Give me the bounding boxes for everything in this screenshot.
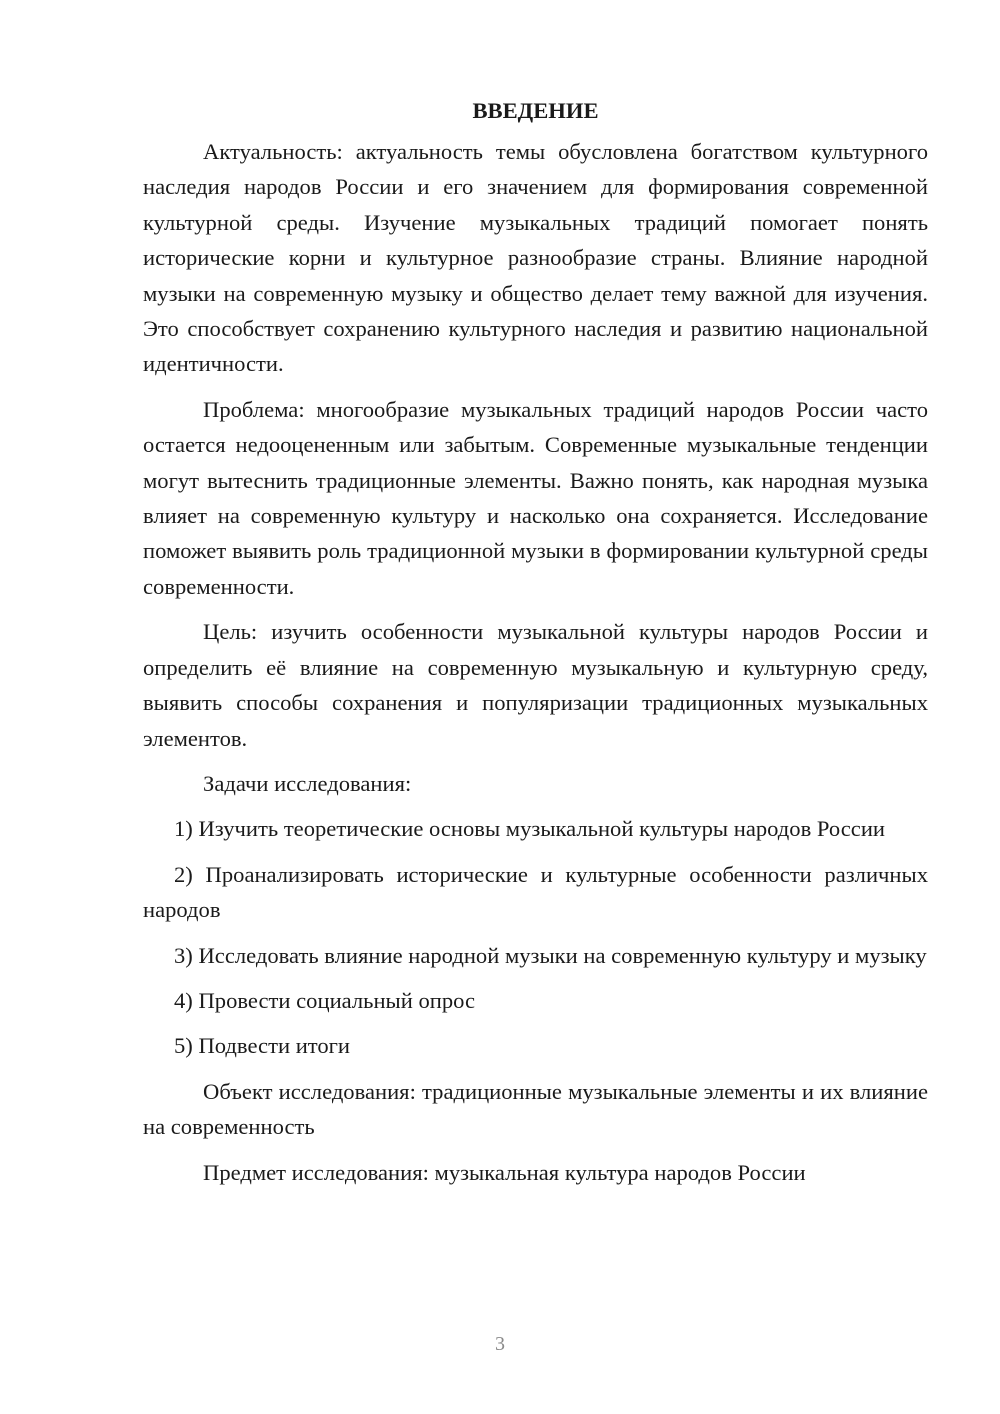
object-paragraph: Объект исследования: традиционные музыкальные элементы и их влияние на современность	[143, 1078, 928, 1140]
task-item-1: 1) Изучить теоретические основы музыкальной культуры народов России	[174, 816, 886, 842]
page-number: 3	[495, 1333, 505, 1355]
goal-paragraph: Цель: изучить особенности музыкальной культуры народов России и определить её влияние на современную музыкальную и культурную среду, выявить способы сохранения и популяризации традиционных музыкальных элементов.	[143, 619, 928, 751]
relevance-paragraph: Актуальность: актуальность темы обусловлена богатством культурного наследия народов России и его значением для формирования современной культурной среды. Изучение музыкальных традиций помогает понять исторические корни и культурное разнообразие страны. Влияние народной музыки на современную музыку и общество делает тему важной для изучения. Это способствует сохранению культурного наследия и развитию национальной идентичности.	[143, 139, 928, 377]
section-title: ВВЕДЕНИЕ	[472, 98, 599, 123]
task-item-2: 2) Проанализировать исторические и культурные особенности различных народов	[143, 861, 928, 923]
task-item-3: 3) Исследовать влияние народной музыки на современную культуру и музыку	[174, 942, 927, 968]
task-item-5: 5) Подвести итоги	[174, 1033, 351, 1059]
document-page	[143, 96, 928, 1190]
tasks-heading: Задачи исследования:	[203, 770, 412, 796]
problem-paragraph: Проблема: многообразие музыкальных традиций народов России часто остается недооцененным или забытым. Современные музыкальные тенденции могут вытеснить традиционные элементы. Важно понять, как народная музыка влияет на современную культуру и насколько она сохраняется. Исследование поможет выявить роль традиционной музыки в формировании культурной среды современности.	[143, 396, 928, 599]
task-item-4: 4) Провести социальный опрос	[174, 987, 476, 1013]
subject-paragraph: Предмет исследования: музыкальная культура народов России	[203, 1159, 806, 1185]
